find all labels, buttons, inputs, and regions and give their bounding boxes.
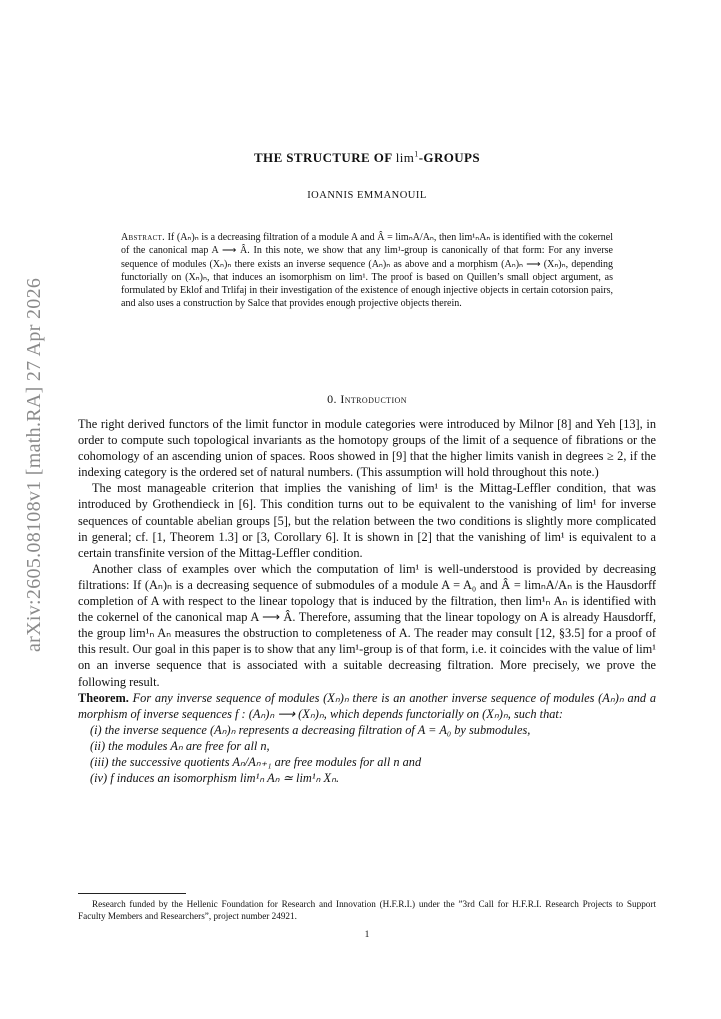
theorem xyxy=(78,690,656,722)
theorem-item: (iv) f induces an isomorphism lim¹ₙ Aₙ ≃ lim¹ₙ Xₙ. xyxy=(90,771,340,786)
theorem-item: (ii) the modules Aₙ are free for all n, xyxy=(90,738,270,753)
abstract-label: Abstract. xyxy=(121,232,165,243)
abstract xyxy=(121,231,613,311)
theorem-label: Theorem. xyxy=(78,690,129,705)
section-number: 0. xyxy=(327,392,337,406)
theorem-statement: For any inverse sequence of modules (Xₙ)ₙ there is an another inverse sequence of modules (Aₙ)ₙ and a morphism of inverse sequences f : (Aₙ)ₙ ⟶ (Xₙ)ₙ, which depends functorially on (Xₙ)ₙ, such that: xyxy=(78,690,656,721)
arxiv-stamp-text: arXiv:2605.08108v1 [math.RA] 27 Apr 2026 xyxy=(23,277,45,652)
abstract-text: If (Aₙ)ₙ is a decreasing filtration of a module A and Â = limₙA/Aₙ, then lim¹ₙAₙ is identified with the cokernel of the canonical map A ⟶ Â. In this note, we show that any lim¹-group is canonically of that form: For any inverse sequence of modules (Xₙ)ₙ there exists an inverse sequence (Aₙ)ₙ as above and a morphism (Aₙ)ₙ ⟶ (Xₙ)ₙ, depending functorially on (Xₙ)ₙ, that induces an isomorphism on lim¹. The proof is based on Quillen’s small object argument, as formulated by Eklof and Trlifaj in their investigation of the existence of enough injective objects in certain cotorsion pairs, and also uses a construction by Salce that provides enough projective objects therein. xyxy=(121,232,613,310)
title-lim: lim xyxy=(395,150,415,165)
paragraph: Another class of examples over which the computation of lim¹ is well-understood is provided by decreasing filtrations: If (Aₙ)ₙ is a decreasing sequence of submodules of a module A = A₀ and Â = limₙA/Aₙ is the Hausdorff completion of A with respect to the linear topology that is induced by the filtration, then lim¹ₙ Aₙ is identified with the cokernel of the canonical map A ⟶ Â. Therefore, assuming that the linear topology on A is already Hausdorff, the group lim¹ₙ Aₙ measures the obstruction to completeness of A. The reader may consult [12, §3.5] for a proof of this result. Our goal in this paper is to show that any lim¹-group is of that form, i.e. it coincides with the value of lim¹ on an inverse sequence that is associated with a suitable decreasing filtration. More precisely, we prove the following result. xyxy=(78,561,656,689)
page-number: 1 xyxy=(364,930,370,940)
paragraph: The most manageable criterion that implies the vanishing of lim¹ is the Mittag-Leffler condition, that was introduced by Grothendieck in [6]. This condition turns out to be equivalent to the vanishing of lim¹ for inverse sequences of countable abelian groups [5], but the relation between the two conditions is slightly more complicated in general; cf. [1, Theorem 1.3] or [3, Corollary 6]. It is shown in [2] that the vanishing of lim¹ is equivalent to a certain transfinite version of the Mittag-Leffler condition. xyxy=(78,481,656,560)
footnote: Research funded by the Hellenic Foundation for Research and Innovation (H.F.R.I.) under the ”3rd Call for H.F.R.I. Research Projects to Support Faculty Members and Researchers”, project number 24921. xyxy=(78,899,656,922)
title-sup: 1 xyxy=(414,149,419,159)
theorem-item: (iii) the successive quotients Aₙ/Aₙ₊₁ are free modules for all n and xyxy=(90,754,422,769)
paragraph: The right derived functors of the limit functor in module categories were introduced by Milnor [8] and Yeh [13], in order to compute such topological invariants as the homotopy groups of the limit of a sequence of fibrations or the cohomology of an ascending union of spaces. Roos showed in [9] that the higher limits vanish in degrees ≥ 2, if the indexing category is the ordered set of natural numbers. (This assumption will hold throughout this note.) xyxy=(78,417,656,480)
theorem-item: (i) the inverse sequence (Aₙ)ₙ represents a decreasing filtration of A = A₀ by submodules, xyxy=(90,722,531,737)
title-part-end: -GROUPS xyxy=(418,150,481,165)
title-part: THE STRUCTURE OF xyxy=(253,150,396,165)
section-title: Introduction xyxy=(340,392,407,406)
theorem-items xyxy=(78,722,656,786)
paper-title xyxy=(78,150,656,166)
footnote-rule xyxy=(78,893,186,894)
body-text xyxy=(78,416,656,786)
author-name: IOANNIS EMMANOUIL xyxy=(307,190,427,201)
section-heading xyxy=(78,392,656,407)
